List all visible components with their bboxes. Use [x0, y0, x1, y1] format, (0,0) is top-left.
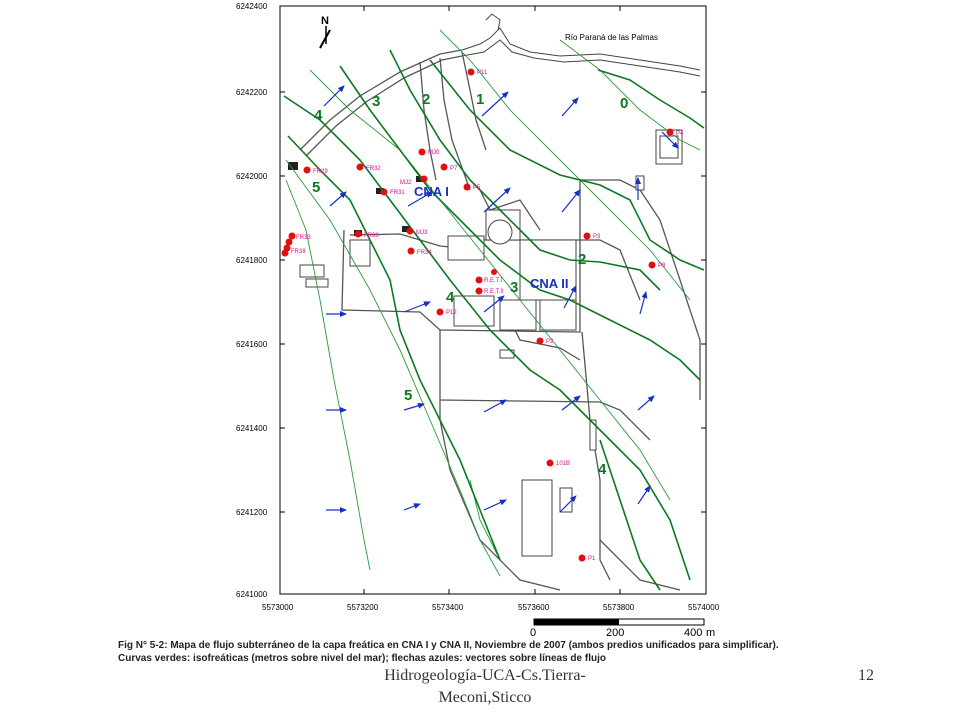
zone-label-cna-i: CNA I [414, 184, 449, 199]
x-tick-label: 5573600 [518, 603, 550, 612]
well-label: FR29 [313, 169, 328, 175]
well-marker [464, 184, 482, 192]
well-label: R.E.T.II [484, 289, 504, 295]
y-tick-label: 6241600 [236, 340, 268, 349]
well-label: MJ3 [416, 230, 428, 236]
y-tick-label: 6242000 [236, 172, 268, 181]
well-label: MJ2 [400, 180, 412, 186]
contour-label: 4 [598, 461, 607, 478]
well-label: FR38 [291, 249, 306, 255]
well-label: P4 [676, 131, 684, 137]
well-marker [476, 288, 505, 296]
well-label: FR36 [364, 233, 379, 239]
contour-label: 5 [312, 179, 321, 196]
y-tick-label: 6241400 [236, 424, 268, 433]
well-label: MJ0 [428, 150, 440, 156]
contour-label: 1 [476, 91, 485, 108]
figure-label: Fig N° 5-2: [118, 640, 168, 651]
contour-label: 5 [404, 387, 413, 404]
caption-line-1 [118, 639, 918, 652]
y-tick-label: 6241200 [236, 508, 268, 517]
page-number: 12 [858, 667, 874, 684]
well-label: FR33 [296, 235, 311, 241]
well-label: FR32 [366, 166, 381, 172]
well-marker [437, 309, 458, 317]
well-marker-unlabeled [491, 269, 497, 275]
y-tick-label: 6241800 [236, 256, 268, 265]
scale-unit: m [706, 627, 716, 636]
well-label: R.E.T.I [484, 278, 503, 284]
well-label: P2 [546, 339, 554, 345]
y-tick-label: 6242400 [236, 2, 268, 11]
river-label: Río Paraná de las Palmas [565, 33, 658, 42]
well-label: FR31 [390, 190, 405, 196]
zone-label-cna-ii: CNA II [530, 276, 569, 291]
well-label: P1 [588, 556, 596, 562]
x-tick-label: 5573400 [432, 603, 464, 612]
contour-label: 2 [422, 91, 431, 108]
well-marker [537, 338, 555, 346]
y-tick-label: 6241000 [236, 590, 268, 599]
caption-line-2: Curvas verdes: isofreáticas (metros sobre nivel del mar); flechas azules: vectores sobre líneas de flujo [118, 653, 606, 664]
scale-label: 200 [606, 627, 625, 636]
well-label: 101B [556, 461, 571, 467]
north-label: N [321, 15, 329, 27]
well-marker [649, 262, 667, 270]
contour-label: 0 [620, 95, 629, 112]
contour-label: 3 [510, 279, 519, 296]
figure-caption [118, 639, 918, 665]
well-label: P12 [446, 310, 457, 316]
well-marker [468, 69, 488, 77]
caption-text: Mapa de flujo subterráneo de la capa freática en CNA I y CNA II, Noviembre de 2007 (ambos predios unificados para simplificar). [167, 640, 779, 651]
scale-label: 400 [684, 627, 703, 636]
x-tick-label: 5573200 [347, 603, 379, 612]
contour-label: 4 [314, 107, 323, 124]
x-tick-label: 5573000 [262, 603, 294, 612]
well-label: P8 [658, 263, 666, 269]
well-marker [476, 277, 503, 285]
well-label: P5 [473, 185, 481, 191]
well-label: FR34 [417, 250, 432, 256]
x-tick-label: 5573800 [603, 603, 635, 612]
footer-text: Hidrogeología-UCA-Cs.Tierra-Meconi,Sticco [384, 667, 586, 706]
scale-label: 0 [530, 627, 537, 636]
contour-label: 2 [578, 251, 587, 268]
contour-label: 3 [372, 93, 381, 110]
scale-bar [530, 619, 715, 636]
well-label: P11 [477, 70, 488, 76]
well-marker [584, 233, 602, 241]
y-tick-label: 6242200 [236, 88, 268, 97]
well-marker [579, 555, 597, 563]
well-marker [381, 189, 406, 197]
x-tick-label: 5574000 [688, 603, 720, 612]
well-marker [419, 149, 440, 157]
well-marker [547, 460, 571, 468]
well-label: P7 [450, 166, 458, 172]
well-label: P3 [593, 234, 601, 240]
contour-label: 4 [446, 289, 455, 306]
